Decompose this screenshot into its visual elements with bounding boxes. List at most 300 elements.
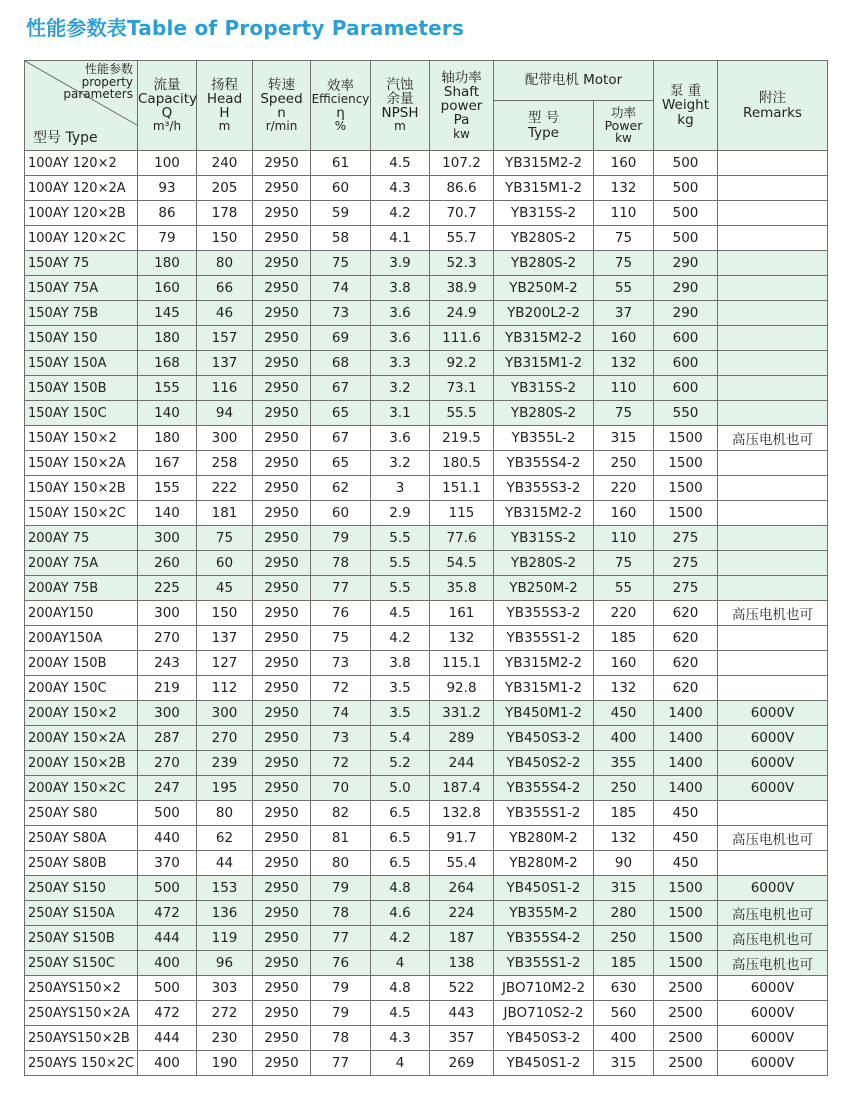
shaft-power-cell: 91.7 — [430, 826, 494, 851]
motor-power-cell: 55 — [594, 576, 654, 601]
head-cell: 116 — [197, 376, 253, 401]
remarks-cell — [718, 626, 828, 651]
head-cell: 119 — [197, 926, 253, 951]
npsh-cell: 3.2 — [371, 451, 430, 476]
remarks-cell — [718, 576, 828, 601]
head-cell: 222 — [197, 476, 253, 501]
shaft-power-cell: 77.6 — [430, 526, 494, 551]
motor-power-cell: 110 — [594, 376, 654, 401]
efficiency-cell: 65 — [311, 451, 371, 476]
npsh-cell: 3.8 — [371, 651, 430, 676]
speed-cell: 2950 — [253, 726, 311, 751]
model-cell: 150AY 150 — [25, 326, 138, 351]
npsh-cell: 4.8 — [371, 976, 430, 1001]
speed-cell: 2950 — [253, 951, 311, 976]
table-row — [25, 626, 828, 651]
speed-cell: 2950 — [253, 651, 311, 676]
capacity-cell: 260 — [138, 551, 197, 576]
speed-cell: 2950 — [253, 551, 311, 576]
remarks-cell — [718, 151, 828, 176]
motor-type-cell: YB280M-2 — [494, 826, 594, 851]
capacity-cell: 100 — [138, 151, 197, 176]
motor-power-cell: 560 — [594, 1001, 654, 1026]
npsh-cell: 4 — [371, 1051, 430, 1076]
motor-power-cell: 280 — [594, 901, 654, 926]
weight-cell: 620 — [654, 676, 718, 701]
model-cell: 250AY S150A — [25, 901, 138, 926]
npsh-cell: 3.5 — [371, 676, 430, 701]
model-cell: 150AY 75B — [25, 301, 138, 326]
model-cell: 150AY 150×2B — [25, 476, 138, 501]
speed-cell: 2950 — [253, 1001, 311, 1026]
weight-cell: 275 — [654, 551, 718, 576]
weight-cell: 1400 — [654, 701, 718, 726]
motor-power-cell: 37 — [594, 301, 654, 326]
speed-cell: 2950 — [253, 801, 311, 826]
capacity-cell: 155 — [138, 376, 197, 401]
capacity-cell: 180 — [138, 426, 197, 451]
remarks-cell — [718, 651, 828, 676]
weight-cell: 500 — [654, 226, 718, 251]
speed-cell: 2950 — [253, 476, 311, 501]
efficiency-cell: 78 — [311, 901, 371, 926]
table-row — [25, 176, 828, 201]
head-cell: 190 — [197, 1051, 253, 1076]
property-parameters-table — [24, 60, 828, 1076]
head-cell: 112 — [197, 676, 253, 701]
table-row — [25, 326, 828, 351]
weight-cell: 290 — [654, 251, 718, 276]
efficiency-cell: 62 — [311, 476, 371, 501]
speed-cell: 2950 — [253, 501, 311, 526]
capacity-cell: 140 — [138, 501, 197, 526]
efficiency-cell: 73 — [311, 651, 371, 676]
model-cell: 150AY 150A — [25, 351, 138, 376]
capacity-cell: 472 — [138, 901, 197, 926]
table-row — [25, 501, 828, 526]
npsh-cell: 3.8 — [371, 276, 430, 301]
npsh-cell: 3.2 — [371, 376, 430, 401]
shaft-power-cell: 269 — [430, 1051, 494, 1076]
shaft-power-cell: 151.1 — [430, 476, 494, 501]
model-cell: 250AY S150B — [25, 926, 138, 951]
motor-type-cell: JBO710S2-2 — [494, 1001, 594, 1026]
capacity-cell: 400 — [138, 1051, 197, 1076]
motor-type-cell: YB315M2-2 — [494, 151, 594, 176]
table-row — [25, 851, 828, 876]
table-row — [25, 826, 828, 851]
efficiency-cell: 79 — [311, 526, 371, 551]
speed-cell: 2950 — [253, 301, 311, 326]
motor-header: 配带电机 Motor — [494, 61, 654, 101]
shaft-power-cell: 111.6 — [430, 326, 494, 351]
model-cell: 200AY150A — [25, 626, 138, 651]
model-cell: 150AY 75 — [25, 251, 138, 276]
shaft-power-cell: 180.5 — [430, 451, 494, 476]
capacity-cell: 444 — [138, 926, 197, 951]
motor-type-cell: YB315S-2 — [494, 201, 594, 226]
remarks-cell: 高压电机也可 — [718, 826, 828, 851]
head-header: 扬程 Head H m — [197, 61, 253, 151]
npsh-cell: 4.3 — [371, 176, 430, 201]
weight-cell: 500 — [654, 176, 718, 201]
head-cell: 300 — [197, 701, 253, 726]
weight-cell: 1400 — [654, 776, 718, 801]
head-cell: 46 — [197, 301, 253, 326]
efficiency-cell: 77 — [311, 926, 371, 951]
motor-type-cell: YB280S-2 — [494, 551, 594, 576]
model-cell: 100AY 120×2B — [25, 201, 138, 226]
model-cell: 100AY 120×2C — [25, 226, 138, 251]
npsh-cell: 3.6 — [371, 301, 430, 326]
model-cell: 250AY S150 — [25, 876, 138, 901]
shaft-power-cell: 187.4 — [430, 776, 494, 801]
table-row — [25, 401, 828, 426]
capacity-cell: 140 — [138, 401, 197, 426]
motor-power-cell: 250 — [594, 451, 654, 476]
model-cell: 250AYS150×2B — [25, 1026, 138, 1051]
npsh-cell: 4.5 — [371, 1001, 430, 1026]
npsh-cell: 3 — [371, 476, 430, 501]
capacity-cell: 472 — [138, 1001, 197, 1026]
npsh-cell: 4.3 — [371, 1026, 430, 1051]
motor-power-cell: 220 — [594, 601, 654, 626]
capacity-cell: 444 — [138, 1026, 197, 1051]
remarks-header: 附注 Remarks — [718, 61, 828, 151]
motor-type-cell: YB315M2-2 — [494, 326, 594, 351]
weight-cell: 1500 — [654, 951, 718, 976]
weight-cell: 620 — [654, 651, 718, 676]
remarks-cell — [718, 226, 828, 251]
weight-cell: 600 — [654, 326, 718, 351]
remarks-cell — [718, 476, 828, 501]
weight-cell: 600 — [654, 351, 718, 376]
motor-type-cell: YB280M-2 — [494, 851, 594, 876]
speed-cell: 2950 — [253, 351, 311, 376]
model-cell: 150AY 150C — [25, 401, 138, 426]
efficiency-cell: 59 — [311, 201, 371, 226]
head-cell: 137 — [197, 351, 253, 376]
weight-cell: 1500 — [654, 426, 718, 451]
capacity-cell: 219 — [138, 676, 197, 701]
remarks-cell: 6000V — [718, 726, 828, 751]
motor-type-cell: YB355S3-2 — [494, 476, 594, 501]
remarks-cell — [718, 376, 828, 401]
table-row — [25, 901, 828, 926]
speed-header: 转速 Speed n r/min — [253, 61, 311, 151]
npsh-cell: 4.6 — [371, 901, 430, 926]
npsh-cell: 5.5 — [371, 576, 430, 601]
table-row — [25, 1001, 828, 1026]
efficiency-cell: 60 — [311, 501, 371, 526]
motor-power-cell: 400 — [594, 1026, 654, 1051]
model-cell: 250AYS 150×2C — [25, 1051, 138, 1076]
shaft-power-cell: 55.5 — [430, 401, 494, 426]
npsh-cell: 4.8 — [371, 876, 430, 901]
table-row — [25, 751, 828, 776]
npsh-cell: 6.5 — [371, 801, 430, 826]
motor-power-cell: 55 — [594, 276, 654, 301]
table-row — [25, 701, 828, 726]
speed-cell: 2950 — [253, 751, 311, 776]
remarks-cell — [718, 326, 828, 351]
table-row — [25, 1051, 828, 1076]
motor-power-cell: 400 — [594, 726, 654, 751]
npsh-cell: 5.2 — [371, 751, 430, 776]
motor-power-cell: 160 — [594, 151, 654, 176]
capacity-cell: 300 — [138, 601, 197, 626]
motor-type-cell: YB355L-2 — [494, 426, 594, 451]
capacity-cell: 243 — [138, 651, 197, 676]
motor-type-cell: YB250M-2 — [494, 276, 594, 301]
head-cell: 62 — [197, 826, 253, 851]
shaft-power-cell: 70.7 — [430, 201, 494, 226]
shaft-power-cell: 92.8 — [430, 676, 494, 701]
efficiency-cell: 74 — [311, 701, 371, 726]
motor-power-cell: 132 — [594, 351, 654, 376]
head-cell: 45 — [197, 576, 253, 601]
shaft-power-cell: 54.5 — [430, 551, 494, 576]
capacity-cell: 370 — [138, 851, 197, 876]
npsh-cell: 4.2 — [371, 201, 430, 226]
motor-type-header: 型 号 Type — [494, 101, 594, 151]
head-cell: 240 — [197, 151, 253, 176]
table-row — [25, 551, 828, 576]
model-cell: 200AY 150×2 — [25, 701, 138, 726]
efficiency-cell: 75 — [311, 251, 371, 276]
weight-cell: 1400 — [654, 726, 718, 751]
npsh-cell: 4.5 — [371, 601, 430, 626]
motor-type-cell: YB315M1-2 — [494, 676, 594, 701]
table-row — [25, 776, 828, 801]
motor-power-cell: 75 — [594, 401, 654, 426]
table-row — [25, 201, 828, 226]
weight-cell: 1500 — [654, 476, 718, 501]
shaft-power-cell: 219.5 — [430, 426, 494, 451]
capacity-cell: 500 — [138, 801, 197, 826]
head-cell: 44 — [197, 851, 253, 876]
capacity-cell: 180 — [138, 251, 197, 276]
shaft-power-cell: 187 — [430, 926, 494, 951]
efficiency-cell: 69 — [311, 326, 371, 351]
speed-cell: 2950 — [253, 426, 311, 451]
capacity-cell: 167 — [138, 451, 197, 476]
motor-power-cell: 250 — [594, 776, 654, 801]
npsh-cell: 4.1 — [371, 226, 430, 251]
table-row — [25, 1026, 828, 1051]
remarks-cell — [718, 351, 828, 376]
capacity-cell: 270 — [138, 751, 197, 776]
motor-power-cell: 250 — [594, 926, 654, 951]
shaft-power-header: 轴功率 Shaft power Pa kw — [430, 61, 494, 151]
speed-cell: 2950 — [253, 976, 311, 1001]
remarks-cell — [718, 526, 828, 551]
head-cell: 150 — [197, 226, 253, 251]
shaft-power-cell: 115 — [430, 501, 494, 526]
shaft-power-cell: 224 — [430, 901, 494, 926]
capacity-header: 流量 Capacity Q m³/h — [138, 61, 197, 151]
table-row — [25, 376, 828, 401]
head-cell: 94 — [197, 401, 253, 426]
motor-power-cell: 132 — [594, 826, 654, 851]
remarks-cell — [718, 501, 828, 526]
head-cell: 150 — [197, 601, 253, 626]
motor-power-cell: 110 — [594, 526, 654, 551]
speed-cell: 2950 — [253, 626, 311, 651]
motor-type-cell: YB450S1-2 — [494, 1051, 594, 1076]
table-row — [25, 801, 828, 826]
npsh-header: 汽蚀 余量 NPSH m — [371, 61, 430, 151]
efficiency-cell: 65 — [311, 401, 371, 426]
efficiency-cell: 58 — [311, 226, 371, 251]
model-cell: 200AY 75B — [25, 576, 138, 601]
motor-type-cell: YB355S1-2 — [494, 951, 594, 976]
head-cell: 272 — [197, 1001, 253, 1026]
remarks-cell: 6000V — [718, 1001, 828, 1026]
capacity-cell: 270 — [138, 626, 197, 651]
speed-cell: 2950 — [253, 826, 311, 851]
motor-type-cell: YB315S-2 — [494, 376, 594, 401]
model-cell: 200AY 75 — [25, 526, 138, 551]
table-row — [25, 601, 828, 626]
model-cell: 200AY 150C — [25, 676, 138, 701]
motor-type-cell: YB315M2-2 — [494, 501, 594, 526]
motor-type-cell: YB355S1-2 — [494, 626, 594, 651]
efficiency-cell: 79 — [311, 1001, 371, 1026]
efficiency-cell: 81 — [311, 826, 371, 851]
motor-type-cell: JBO710M2-2 — [494, 976, 594, 1001]
speed-cell: 2950 — [253, 576, 311, 601]
table-row — [25, 526, 828, 551]
motor-type-cell: YB450S3-2 — [494, 1026, 594, 1051]
remarks-cell: 高压电机也可 — [718, 601, 828, 626]
table-row — [25, 976, 828, 1001]
capacity-cell: 300 — [138, 526, 197, 551]
capacity-cell: 93 — [138, 176, 197, 201]
remarks-cell — [718, 851, 828, 876]
motor-power-cell: 160 — [594, 651, 654, 676]
remarks-cell — [718, 676, 828, 701]
npsh-cell: 4.2 — [371, 926, 430, 951]
capacity-cell: 168 — [138, 351, 197, 376]
efficiency-cell: 70 — [311, 776, 371, 801]
table-row — [25, 476, 828, 501]
motor-power-cell: 75 — [594, 251, 654, 276]
weight-header: 泵 重 Weight kg — [654, 61, 718, 151]
motor-type-cell: YB250M-2 — [494, 576, 594, 601]
shaft-power-cell: 443 — [430, 1001, 494, 1026]
head-cell: 270 — [197, 726, 253, 751]
head-cell: 181 — [197, 501, 253, 526]
motor-type-cell: YB450M1-2 — [494, 701, 594, 726]
table-row — [25, 451, 828, 476]
remarks-cell: 6000V — [718, 876, 828, 901]
speed-cell: 2950 — [253, 1051, 311, 1076]
table-row — [25, 151, 828, 176]
weight-cell: 290 — [654, 301, 718, 326]
shaft-power-cell: 132 — [430, 626, 494, 651]
weight-cell: 2500 — [654, 1051, 718, 1076]
efficiency-cell: 76 — [311, 601, 371, 626]
motor-type-cell: YB355S4-2 — [494, 926, 594, 951]
shaft-power-cell: 331.2 — [430, 701, 494, 726]
table-row — [25, 426, 828, 451]
npsh-cell: 4.2 — [371, 626, 430, 651]
motor-type-cell: YB315S-2 — [494, 526, 594, 551]
speed-cell: 2950 — [253, 676, 311, 701]
table-row — [25, 301, 828, 326]
speed-cell: 2950 — [253, 876, 311, 901]
capacity-cell: 500 — [138, 876, 197, 901]
weight-cell: 620 — [654, 626, 718, 651]
remarks-cell: 6000V — [718, 751, 828, 776]
npsh-cell: 6.5 — [371, 851, 430, 876]
head-cell: 96 — [197, 951, 253, 976]
shaft-power-cell: 115.1 — [430, 651, 494, 676]
motor-power-cell: 185 — [594, 951, 654, 976]
head-cell: 258 — [197, 451, 253, 476]
head-cell: 66 — [197, 276, 253, 301]
speed-cell: 2950 — [253, 276, 311, 301]
efficiency-cell: 73 — [311, 301, 371, 326]
motor-power-cell: 75 — [594, 551, 654, 576]
weight-cell: 290 — [654, 276, 718, 301]
npsh-cell: 5.0 — [371, 776, 430, 801]
type-label: 型号 Type — [33, 130, 98, 147]
head-cell: 239 — [197, 751, 253, 776]
shaft-power-cell: 24.9 — [430, 301, 494, 326]
weight-cell: 450 — [654, 801, 718, 826]
speed-cell: 2950 — [253, 226, 311, 251]
remarks-cell — [718, 201, 828, 226]
motor-power-cell: 220 — [594, 476, 654, 501]
weight-cell: 600 — [654, 376, 718, 401]
weight-cell: 2500 — [654, 976, 718, 1001]
capacity-cell: 145 — [138, 301, 197, 326]
remarks-cell — [718, 551, 828, 576]
model-cell: 150AY 150×2C — [25, 501, 138, 526]
efficiency-cell: 72 — [311, 676, 371, 701]
weight-cell: 275 — [654, 526, 718, 551]
table-row — [25, 226, 828, 251]
motor-type-cell: YB450S2-2 — [494, 751, 594, 776]
weight-cell: 450 — [654, 826, 718, 851]
motor-type-cell: YB200L2-2 — [494, 301, 594, 326]
model-cell: 200AY 75A — [25, 551, 138, 576]
motor-type-cell: YB315M1-2 — [494, 351, 594, 376]
motor-power-cell: 185 — [594, 626, 654, 651]
weight-cell: 1500 — [654, 901, 718, 926]
efficiency-cell: 77 — [311, 576, 371, 601]
weight-cell: 500 — [654, 201, 718, 226]
head-cell: 300 — [197, 426, 253, 451]
table-row — [25, 951, 828, 976]
speed-cell: 2950 — [253, 901, 311, 926]
capacity-cell: 79 — [138, 226, 197, 251]
capacity-cell: 287 — [138, 726, 197, 751]
type-parameter-corner-header — [25, 61, 138, 151]
motor-type-cell: YB355M-2 — [494, 901, 594, 926]
weight-cell: 2500 — [654, 1001, 718, 1026]
efficiency-cell: 80 — [311, 851, 371, 876]
head-cell: 60 — [197, 551, 253, 576]
shaft-power-cell: 86.6 — [430, 176, 494, 201]
shaft-power-cell: 55.4 — [430, 851, 494, 876]
motor-power-cell: 110 — [594, 201, 654, 226]
npsh-cell: 5.5 — [371, 526, 430, 551]
shaft-power-cell: 289 — [430, 726, 494, 751]
model-cell: 150AY 150B — [25, 376, 138, 401]
